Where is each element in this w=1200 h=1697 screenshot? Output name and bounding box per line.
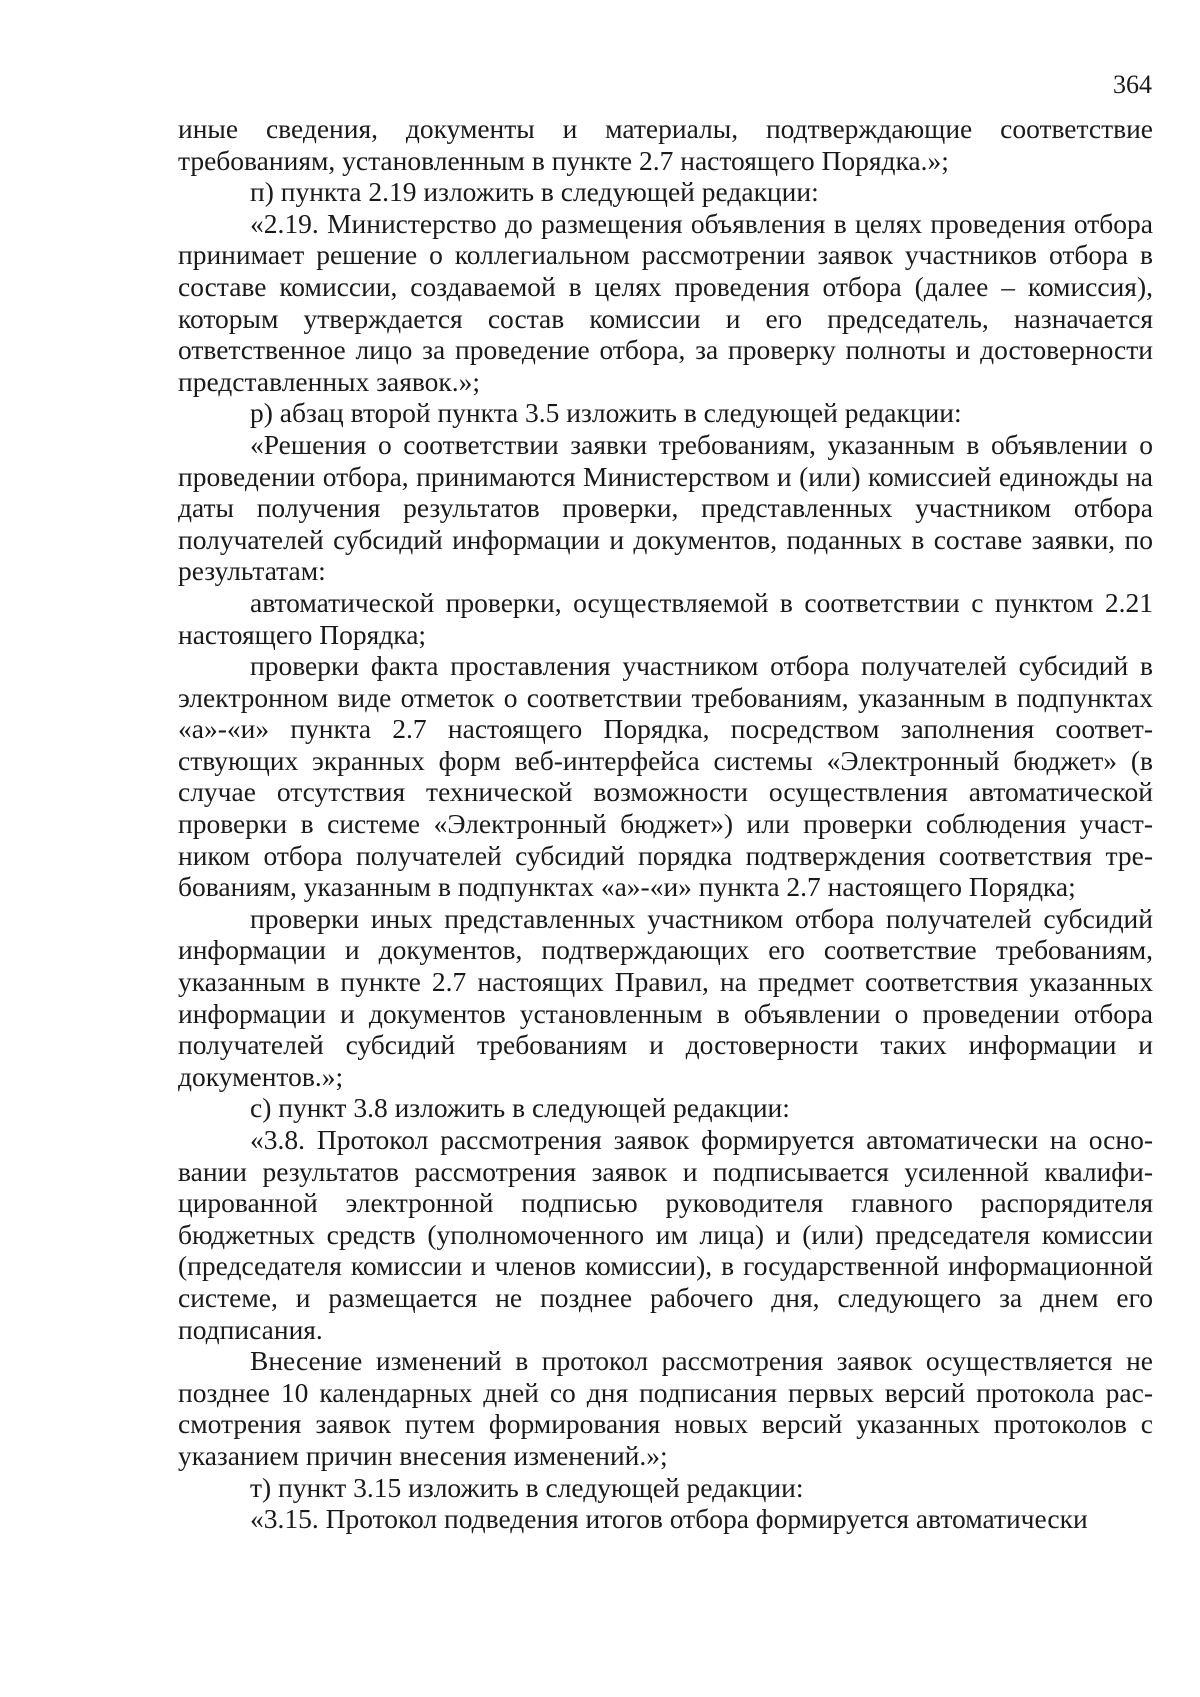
paragraph: иные сведения, документы и материалы, подтверждающие соответствие требованиям, установленным в пункте 2.7 настоящего Порядка.»; [178, 113, 1153, 176]
paragraph: автоматической проверки, осуществляемой в соответствии с пунктом 2.21 настоящего Порядка; [178, 586, 1153, 650]
paragraph: р) абзац второй пункта 3.5 изложить в следующей редакции: [250, 397, 962, 429]
paragraph: «3.15. Протокол подведения итогов отбора формируется автоматически [250, 1503, 1088, 1535]
paragraph: проверки иных представленных участником отбора получателей субсидий информации и документов, подтверждающих его соответствие требованиям, указанным в пункте 2.7 настоящих Правил, на предмет соответствия указанных информации и документов установленным в объявлении о проведении отбора получателей субсидий требованиям и достоверности таких информации и документов.»; [178, 902, 1153, 1092]
document-body [178, 113, 1153, 1535]
paragraph: проверки факта проставления участником отбора получателей субсидий в электронном виде отметок о соответствии требованиям, указанным в подпунктах «а»-«и» пункта 2.7 настоящего Порядка, посредством заполнения соответствующих экранных форм веб-интерфейса системы «Электронный бюджет» (в случае отсутствия технической возможности осуществления автоматической проверки в системе «Электронный бюджет») или проверки соблюдения участником отбора получателей субсидий порядка подтверждения соответствия требованиям, указанным в подпунктах «а»-«и» пункта 2.7 настоящего Порядка; [178, 650, 1153, 903]
paragraph: «Решения о соответствии заявки требованиям, указанным в объявлении о проведении отбора, принимаются Министерством и (или) комиссией единожды на даты получения результатов проверки, представленных участником отбора получателей субсидий информации и документов, поданных в составе заявки, по результатам: [178, 428, 1153, 587]
paragraph: т) пункт 3.15 изложить в следующей редакции: [250, 1471, 804, 1503]
paragraph: с) пункт 3.8 изложить в следующей редакции: [250, 1092, 790, 1124]
paragraph: «2.19. Министерство до размещения объявления в целях проведения отбора принимает решение о коллегиальном рассмотрении заявок участников отбора в составе комиссии, создаваемой в целях проведения отбора (далее – комиссия), которым утверждается состав комиссии и его председатель, назначается ответственное лицо за проведение отбора, за проверку полноты и достоверности представленных заявок.»; [178, 207, 1153, 397]
paragraph: «3.8. Протокол рассмотрения заявок формируется автоматически на основании результатов рассмотрения заявок и подписывается усиленной квалифицированной электронной подписью руководителя главного распорядителя бюджетных средств (уполномоченного им лица) и (или) председателя комиссии (председателя комиссии и членов комиссии), в государственной информационной системе, и размещается не позднее рабочего дня, следующего за днем его подписания. [178, 1124, 1153, 1345]
page-number: 364 [1113, 70, 1152, 99]
paragraph: Внесение изменений в протокол рассмотрения заявок осуществляется не позднее 10 календарных дней со дня подписания первых версий протокола рассмотрения заявок путем формирования новых версий указанных протоколов с указанием причин внесения изменений.»; [178, 1345, 1153, 1471]
paragraph: п) пункта 2.19 изложить в следующей редакции: [250, 176, 819, 208]
